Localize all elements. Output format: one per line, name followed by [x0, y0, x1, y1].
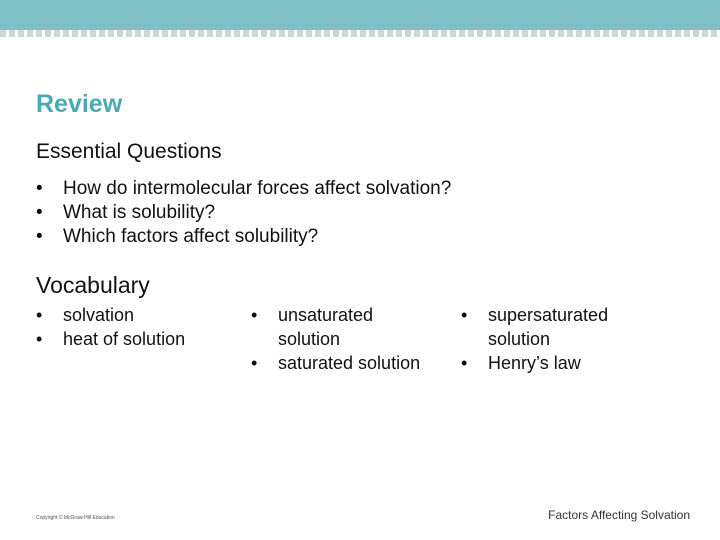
- bullet: •: [36, 202, 43, 223]
- vocabulary-column-3: [461, 303, 661, 375]
- vocab-term: Henry’s law: [488, 353, 581, 373]
- footer-title: Factors Affecting Solvation: [548, 508, 690, 522]
- vocab-term: saturated solution: [278, 353, 421, 373]
- list-item: [36, 303, 236, 327]
- vocabulary-column-1: [36, 303, 236, 351]
- vocabulary-heading: Vocabulary: [36, 272, 150, 298]
- bullet: •: [461, 305, 468, 325]
- top-band: [0, 0, 720, 30]
- bullet: •: [251, 305, 258, 325]
- list-item: [461, 303, 661, 351]
- essential-questions-list: [36, 177, 451, 249]
- bullet: •: [36, 329, 43, 349]
- dashed-divider: [0, 30, 720, 37]
- list-item: [36, 225, 451, 249]
- list-item: [36, 201, 451, 225]
- essential-questions-heading: Essential Questions: [36, 140, 222, 163]
- list-item: [251, 303, 421, 351]
- list-item: [36, 327, 236, 351]
- vocab-term: supersaturated solution: [488, 305, 609, 349]
- list-item: [461, 351, 661, 375]
- vocab-term: unsaturated solution: [278, 305, 374, 349]
- slide-title: Review: [36, 90, 123, 118]
- bullet: •: [461, 353, 468, 373]
- bullet: •: [251, 353, 258, 373]
- question-text: Which factors affect solubility?: [63, 226, 319, 247]
- bullet: •: [36, 178, 43, 199]
- bullet: •: [36, 305, 43, 325]
- list-item: [251, 351, 421, 375]
- vocab-term: heat of solution: [63, 329, 186, 349]
- bullet: •: [36, 226, 43, 247]
- list-item: [36, 177, 451, 201]
- question-text: How do intermolecular forces affect solvation?: [63, 178, 452, 199]
- vocab-term: solvation: [63, 305, 135, 325]
- question-text: What is solubility?: [63, 202, 216, 223]
- vocabulary-column-2: [251, 303, 421, 375]
- copyright-notice: Copyright © McGraw-Hill Education: [36, 515, 115, 521]
